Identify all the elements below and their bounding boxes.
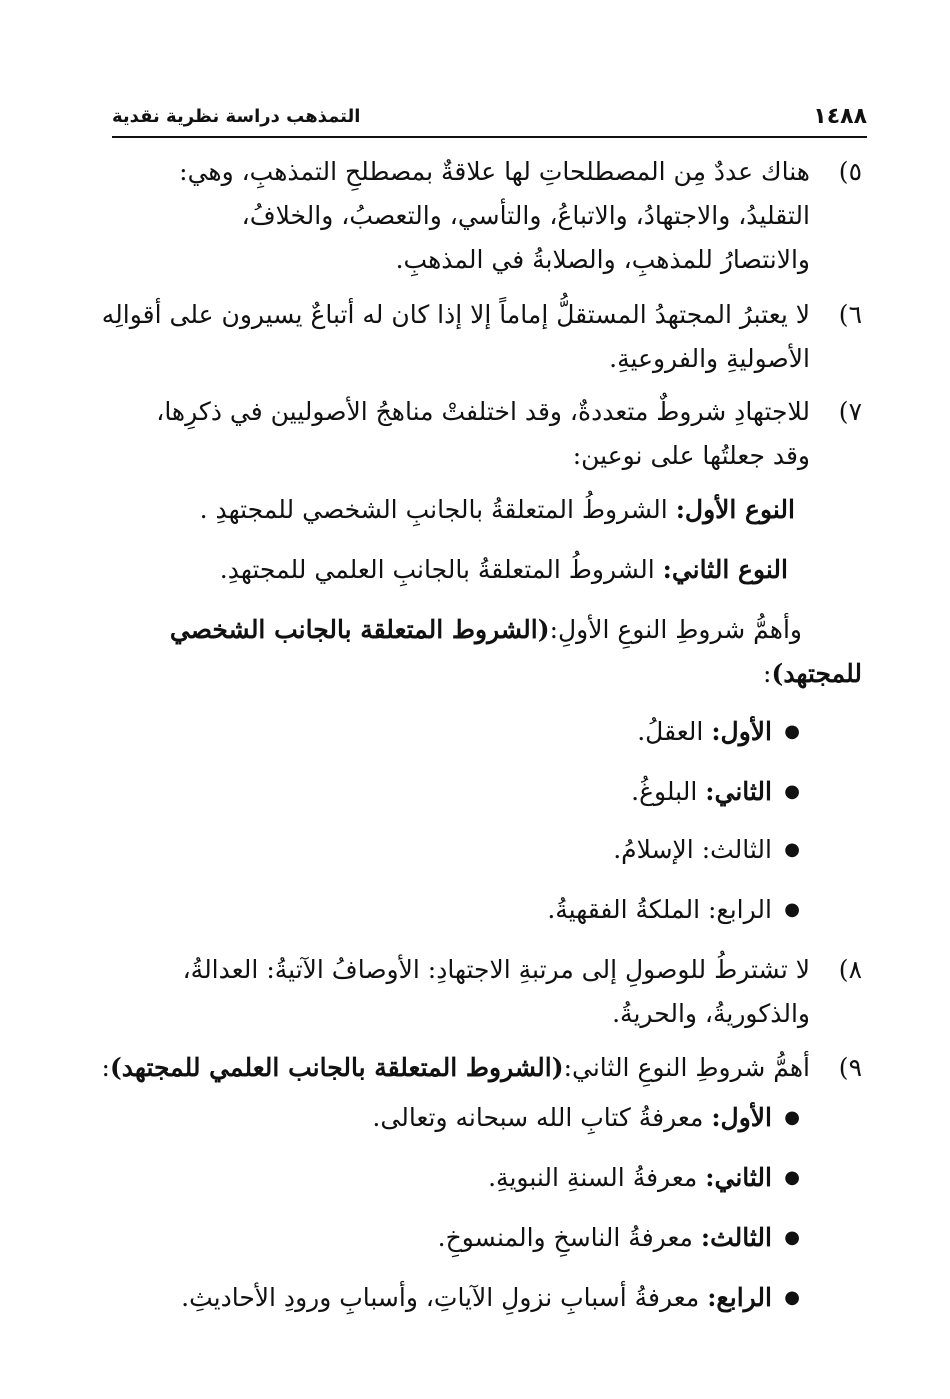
conditions-intro-bold-cont: للمجتهد) xyxy=(771,659,862,688)
note-line: والانتصارُ للمذهبِ، والصلابةُ في المذهبِ. xyxy=(395,245,810,274)
item-text: معرفةُ أسبابِ نزولِ الآياتِ، وأسبابِ ورودِ الأحاديثِ. xyxy=(181,1283,700,1312)
bullet-icon: ● xyxy=(784,721,800,742)
page-number: ١٤٨٨ xyxy=(813,104,867,129)
item-text: معرفةُ كتابِ الله سبحانه وتعالى. xyxy=(372,1103,704,1132)
note-line: التقليدُ، والاجتهادُ، والاتباعُ، والتأسي، والتعصبُ، والخلافُ، xyxy=(241,201,810,230)
note-line: لا يعتبرُ المجتهدُ المستقلُّ إماماً إلا إذا كان له أتباعٌ يسيرون على أقوالِه xyxy=(101,300,810,329)
note-number: ٧) xyxy=(838,397,862,426)
page-header xyxy=(112,100,867,138)
type-one-line xyxy=(200,490,795,530)
list-item xyxy=(372,1098,772,1138)
list-item xyxy=(488,1158,772,1198)
note-number: ٩) xyxy=(838,1053,862,1082)
type-two-line xyxy=(220,550,788,590)
item-text: البلوغُ. xyxy=(631,777,698,806)
note-line: والذكوريةُ، والحريةُ. xyxy=(612,999,810,1028)
bullet-icon: ● xyxy=(784,899,800,920)
item-label: الأول: xyxy=(711,1103,772,1132)
type-two-text: الشروطُ المتعلقةُ بالجانبِ العلمي للمجتهدِ. xyxy=(219,555,655,584)
bullet-icon: ● xyxy=(784,1287,800,1308)
conditions-intro-continued xyxy=(763,654,862,694)
item-text: العقلُ. xyxy=(637,717,704,746)
item-text: الملكةُ الفقهيةُ. xyxy=(547,895,701,924)
note-number: ٨) xyxy=(838,955,862,984)
item-text: معرفةُ السنةِ النبويةِ. xyxy=(488,1163,698,1192)
bullet-icon: ● xyxy=(784,1227,800,1248)
item-label: الرابع: xyxy=(708,895,772,924)
note-line: وقد جعلتُها على نوعين: xyxy=(572,441,810,470)
note-line: للاجتهادِ شروطٌ متعددةٌ، وقد اختلفتْ مناهجُ الأصوليين في ذكرِها، xyxy=(156,397,810,426)
note-line xyxy=(102,1048,810,1088)
running-title: التمذهب دراسة نظرية نقدية xyxy=(112,106,361,127)
bullet-icon: ● xyxy=(784,839,800,860)
list-item xyxy=(637,712,772,752)
note-line: الأصوليةِ والفروعيةِ. xyxy=(609,344,810,373)
bullet-icon: ● xyxy=(784,1107,800,1128)
item-label: الرابع: xyxy=(707,1283,772,1312)
note-line: لا تشترطُ للوصولِ إلى مرتبةِ الاجتهادِ: الأوصافُ الآتيةُ: العدالةُ، xyxy=(182,955,810,984)
note-nine-intro-text: أهمُّ شروطِ النوعِ الثاني: xyxy=(563,1053,810,1082)
item-text: معرفةُ الناسخِ والمنسوخِ. xyxy=(437,1223,693,1252)
item-label: الثالث: xyxy=(700,1223,772,1252)
note-number: ٦) xyxy=(838,300,862,329)
conditions-intro xyxy=(170,610,802,650)
item-label: الثالث: xyxy=(701,835,772,864)
type-one-text: الشروطُ المتعلقةُ بالجانبِ الشخصي للمجتهدِ . xyxy=(199,495,668,524)
item-text: الإسلامُ. xyxy=(613,835,694,864)
list-item xyxy=(613,830,772,870)
conditions-intro-colon: : xyxy=(763,659,772,688)
bullet-icon: ● xyxy=(784,781,800,802)
conditions-intro-text: وأهمُّ شروطِ النوعِ الأولِ: xyxy=(549,615,802,644)
bullet-icon: ● xyxy=(784,1167,800,1188)
list-item xyxy=(547,890,772,930)
note-line: هناك عددٌ مِن المصطلحاتِ لها علاقةٌ بمصطلحِ التمذهبِ، وهي: xyxy=(179,157,810,186)
list-item xyxy=(181,1278,772,1318)
note-nine-colon: : xyxy=(101,1053,110,1082)
list-item xyxy=(631,772,772,812)
list-item xyxy=(438,1218,772,1258)
note-nine-intro-bold: (الشروط المتعلقة بالجانب العلمي للمجتهد) xyxy=(109,1053,564,1082)
item-label: الثاني: xyxy=(705,777,772,806)
conditions-intro-bold: (الشروط المتعلقة بالجانب الشخصي xyxy=(169,615,550,644)
item-label: الأول: xyxy=(711,717,772,746)
note-number: ٥) xyxy=(838,157,862,186)
type-two-label: النوع الثاني: xyxy=(662,555,788,584)
type-one-label: النوع الأول: xyxy=(675,495,795,524)
item-label: الثاني: xyxy=(705,1163,772,1192)
